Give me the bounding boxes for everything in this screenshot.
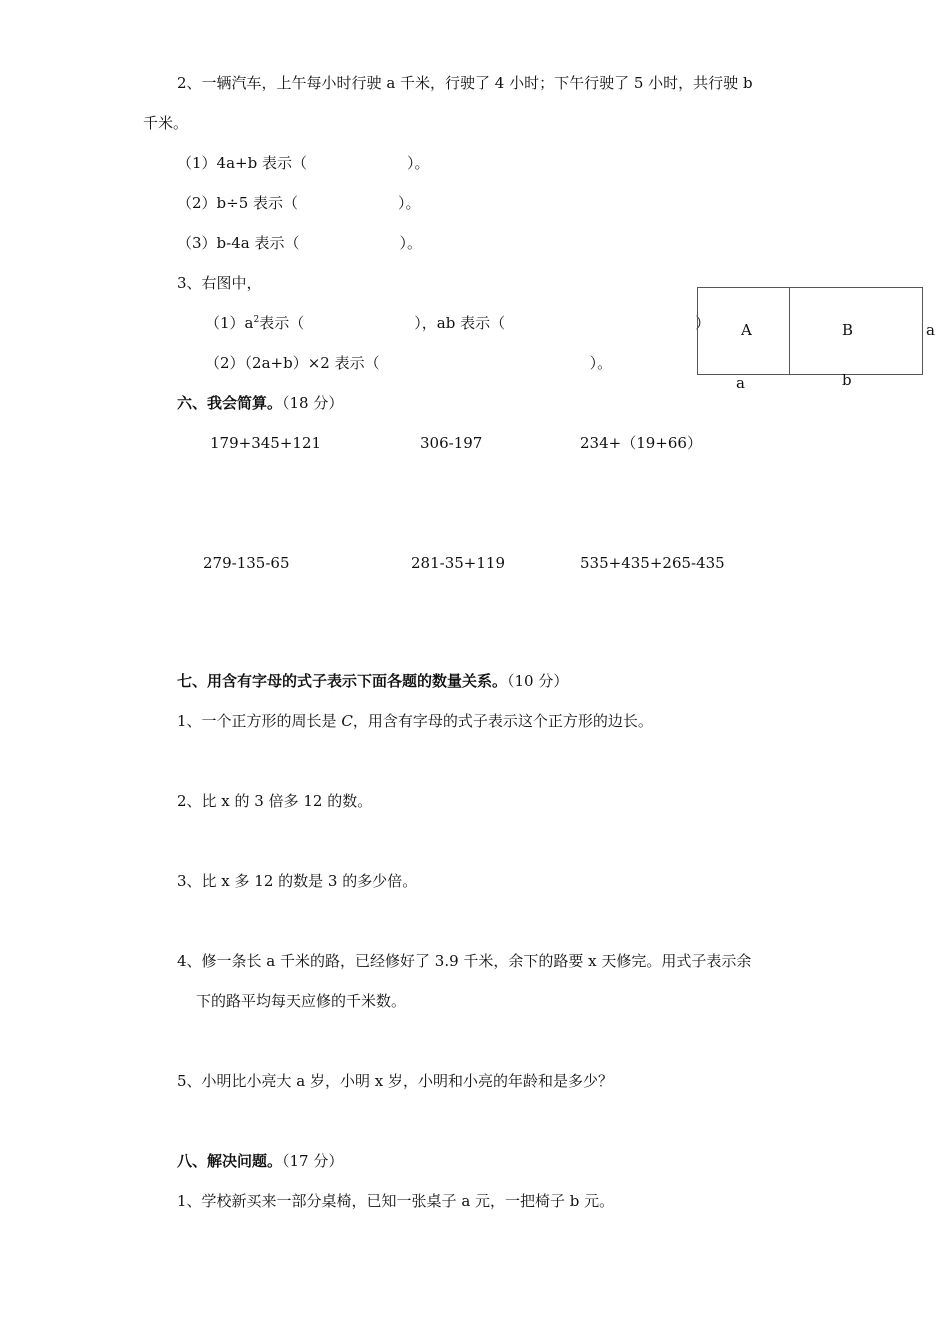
q3-item-1-part-d: ）	[695, 314, 711, 332]
bottom-label-b: b	[842, 371, 852, 389]
rect-a-label: A	[741, 321, 752, 339]
q2-line1: 2、一辆汽车，上午每小时行驶 a 千米，行驶了 4 小时；下午行驶了 5 小时，共行驶 b	[177, 74, 753, 92]
s7-q4-line1: 4、修一条长 a 千米的路，已经修好了 3.9 千米，余下的路要 x 天修完。用式子表示余	[177, 952, 752, 970]
rect-b-label: B	[842, 321, 854, 339]
q2-item-3-prefix: （3）b-4a 表示（	[177, 234, 300, 252]
s7-q1-part-b: ，用含有字母的式子表示这个正方形的边长。	[352, 712, 653, 730]
q2-item-1-suffix: ）。	[406, 154, 430, 172]
q3-item-2-part-b: ）。	[589, 354, 613, 372]
q3-item-1-part-a: （1）a	[205, 314, 254, 332]
section-six-title: 六、我会简算。	[177, 394, 283, 412]
section-eight-points: （17 分）	[282, 1152, 344, 1170]
q2-line2: 千米。	[143, 114, 189, 132]
q3-item-1-part-c: ），ab 表示（	[414, 314, 506, 332]
s7-q1-part-a: 1、一个正方形的周长是	[177, 712, 342, 730]
s7-q4-line2: 下的路平均每天应修的千米数。	[196, 992, 407, 1010]
s7-q1	[177, 711, 653, 731]
calc-4: 279-135-65	[203, 554, 290, 572]
q2-item-1-prefix: （1）4a+b 表示（	[177, 154, 307, 172]
q3-item-1	[205, 313, 710, 333]
section-eight-title: 八、解决问题。	[177, 1152, 283, 1170]
q2-item-2-suffix: ）。	[398, 194, 421, 212]
variable-c: C	[341, 712, 353, 730]
q2-item-2	[177, 193, 421, 213]
q2-item-3-suffix: ）。	[399, 234, 422, 252]
q3-intro: 3、右图中，	[177, 274, 262, 292]
q2-item-3	[177, 233, 422, 253]
rect-b	[789, 287, 923, 375]
section-eight-heading	[177, 1151, 343, 1171]
section-seven-points: （10 分）	[507, 672, 569, 690]
section-seven-title: 七、用含有字母的式子表示下面各题的数量关系。	[177, 672, 508, 690]
calc-6: 535+435+265-435	[580, 554, 725, 572]
exponent: 2	[253, 315, 260, 325]
s7-q3: 3、比 x 多 12 的数是 3 的多少倍。	[177, 872, 418, 890]
bottom-label-a: a	[736, 374, 745, 392]
q3-item-2	[205, 353, 612, 373]
section-six-heading	[177, 393, 343, 413]
calc-5: 281-35+119	[411, 554, 505, 572]
calc-3: 234+（19+66）	[580, 434, 702, 452]
s8-q1: 1、学校新买来一部分桌椅，已知一张桌子 a 元，一把椅子 b 元。	[177, 1192, 615, 1210]
s7-q2: 2、比 x 的 3 倍多 12 的数。	[177, 792, 373, 810]
q3-item-2-part-a: （2）（2a+b）×2 表示（	[205, 354, 380, 372]
s7-q5: 5、小明比小亮大 a 岁，小明 x 岁，小明和小亮的年龄和是多少？	[177, 1072, 614, 1090]
q2-item-2-prefix: （2）b÷5 表示（	[177, 194, 299, 212]
q2-item-1	[177, 153, 430, 173]
side-label-right: a	[926, 321, 935, 339]
section-seven-heading	[177, 671, 568, 691]
q3-item-1-part-b: 表示（	[259, 314, 305, 332]
section-six-points: （18 分）	[282, 394, 344, 412]
calc-2: 306-197	[420, 434, 483, 452]
calc-1: 179+345+121	[210, 434, 322, 452]
